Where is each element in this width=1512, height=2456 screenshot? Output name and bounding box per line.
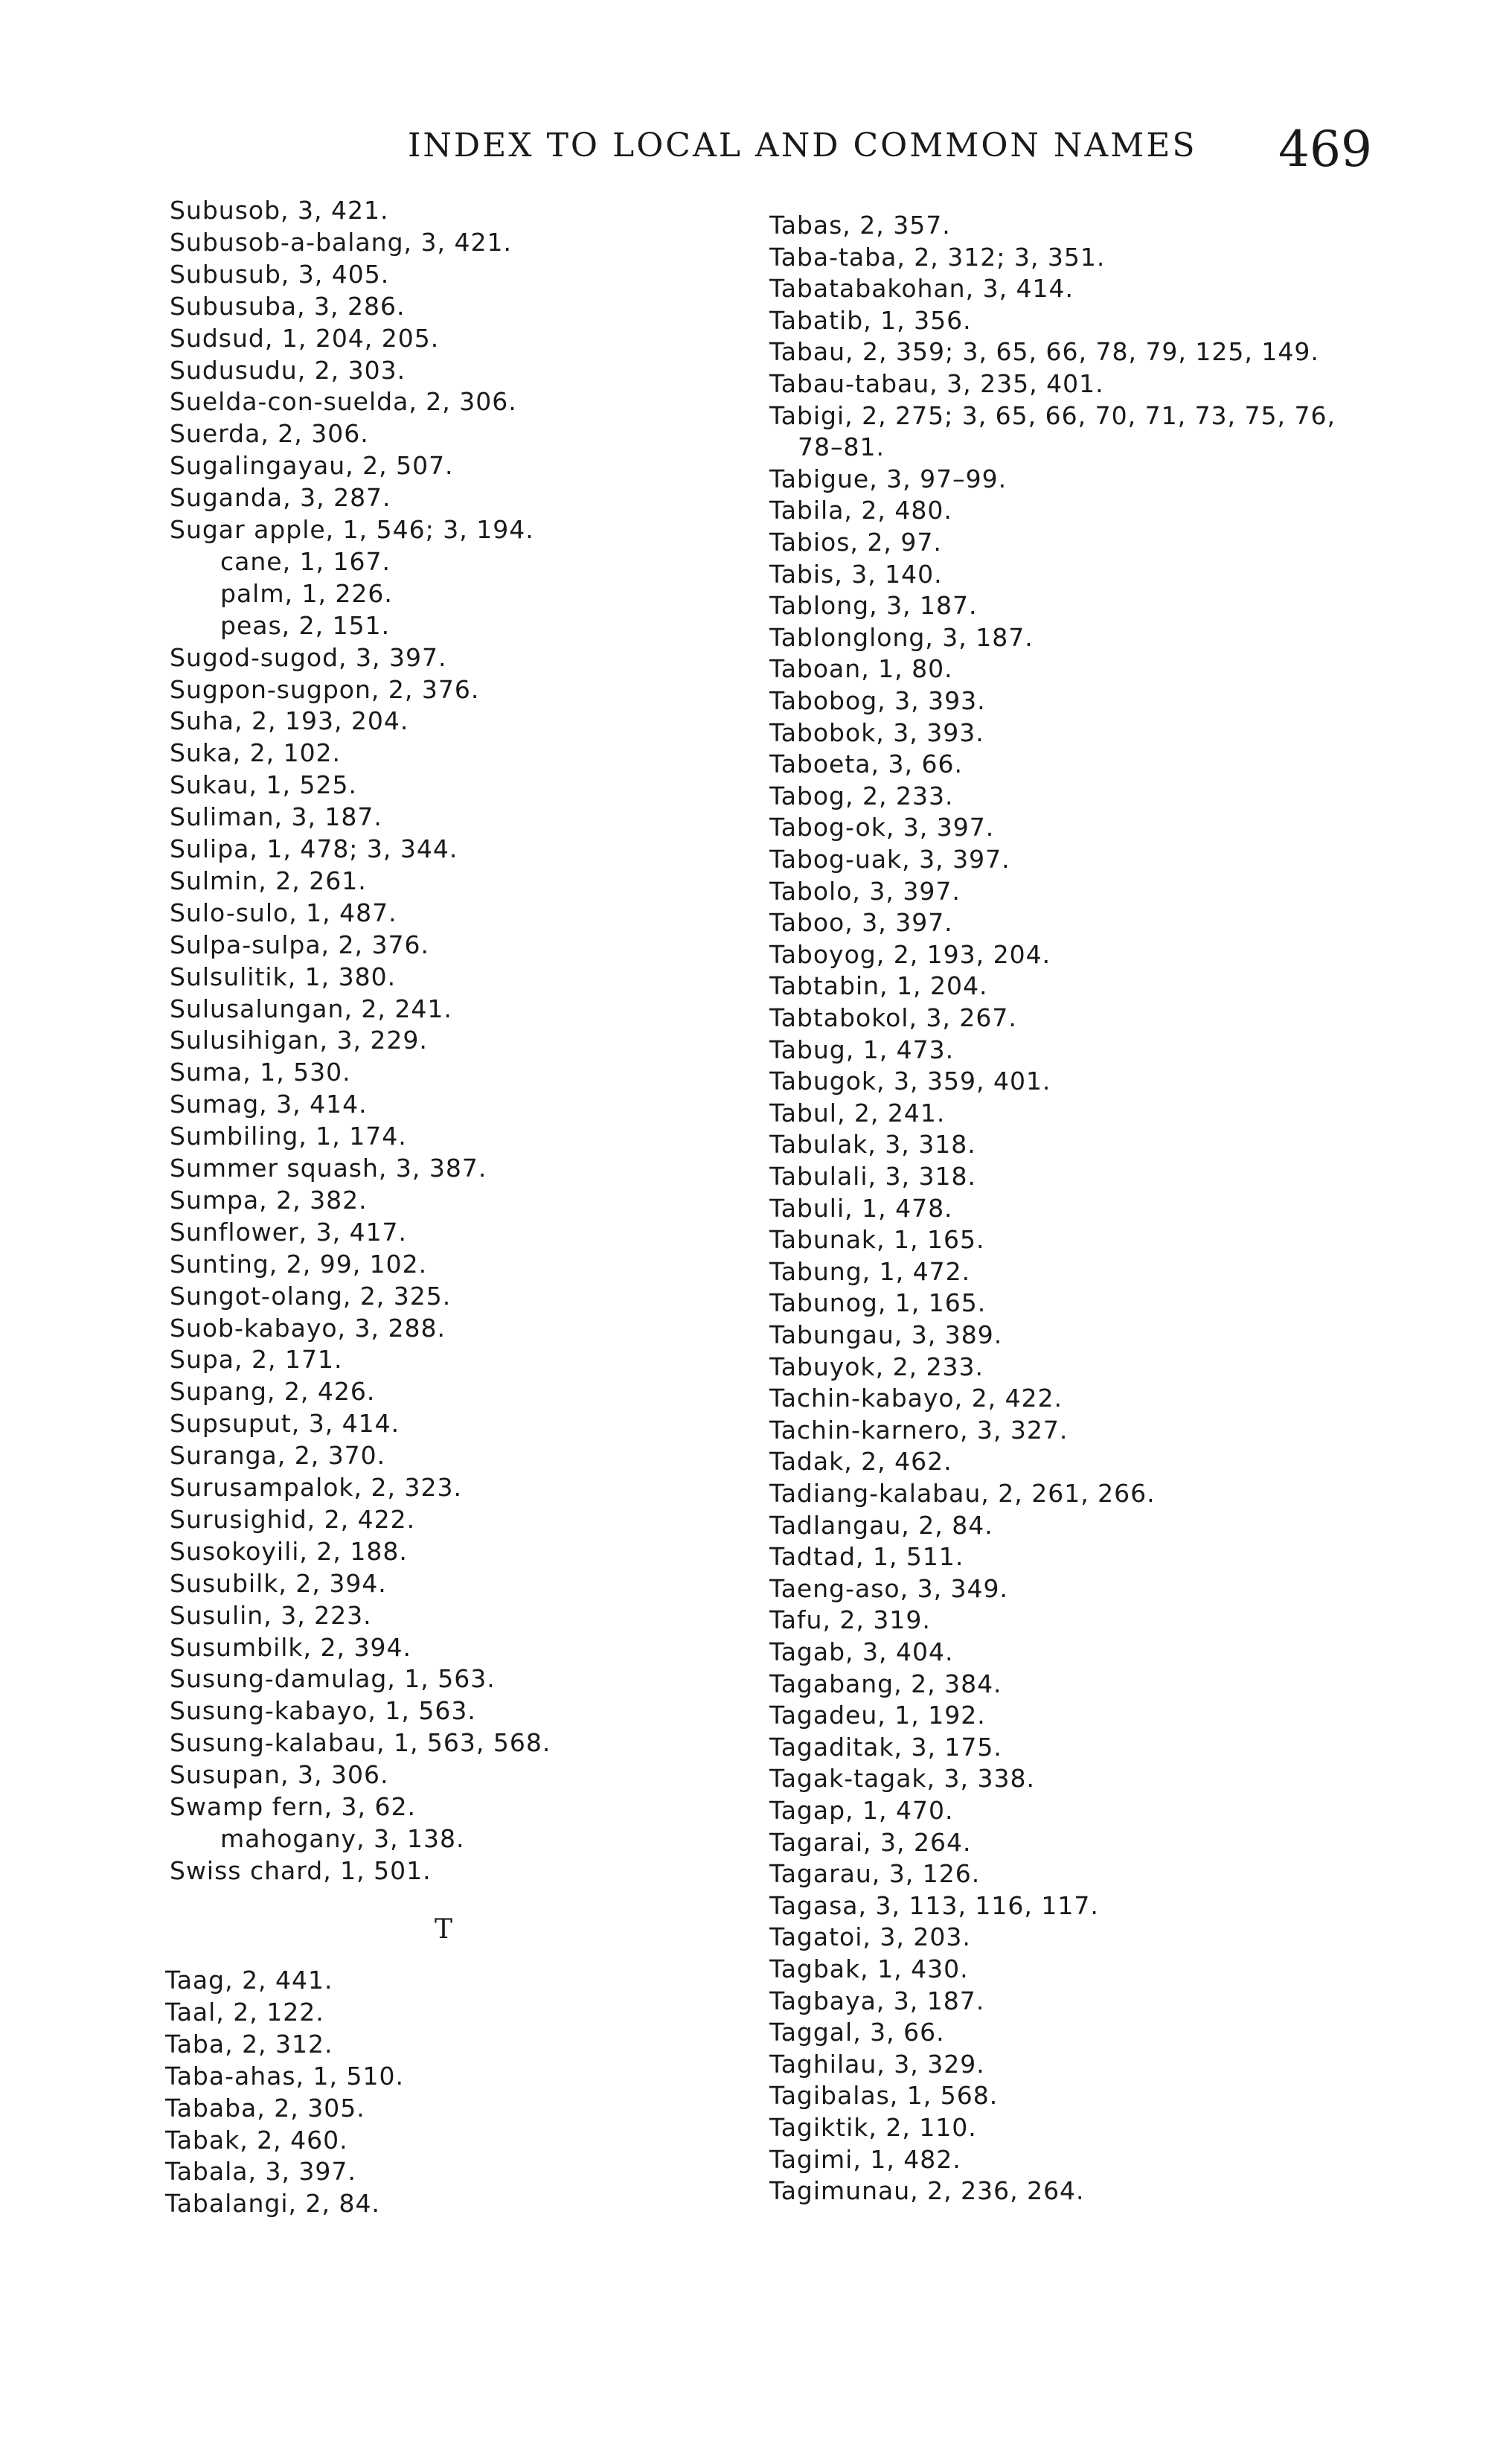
index-entry: 78–81. [798,432,885,462]
index-entry: Suganda, 3, 287. [170,483,391,513]
index-entry: Suliman, 3, 187. [170,802,382,832]
index-entry: Tabobok, 3, 393. [769,717,984,747]
index-entry: Sulpa-sulpa, 2, 376. [170,930,429,959]
index-entry: Swiss chard, 1, 501. [170,1855,432,1885]
page-header-title: INDEX TO LOCAL AND COMMON NAMES [408,127,1197,164]
index-entry: Sulo-sulo, 1, 487. [170,898,397,927]
index-entry: Sudsud, 1, 204, 205. [170,323,440,353]
index-entry: Supa, 2, 171. [170,1345,343,1375]
index-entry: Sugar apple, 1, 546; 3, 194. [170,515,534,544]
index-entry: Tablong, 3, 187. [769,591,978,621]
index-entry: Tabobog, 3, 393. [769,686,986,715]
index-entry: Tagatoi, 3, 203. [769,1922,971,1952]
index-entry: Susung-kalabau, 1, 563, 568. [170,1728,551,1758]
index-entry: Tabuyok, 2, 233. [769,1352,984,1381]
index-entry: Tabungau, 3, 389. [769,1320,1003,1349]
index-entry: Tabas, 2, 357. [769,211,951,240]
index-entry: Suelda-con-suelda, 2, 306. [170,387,517,417]
index-entry: Sunting, 2, 99, 102. [170,1249,428,1279]
index-entry: Sulipa, 1, 478; 3, 344. [170,834,458,863]
index-entry: Suranga, 2, 370. [170,1441,386,1471]
index-entry: Sulsulitik, 1, 380. [170,962,397,991]
index-entry: Tagasa, 3, 113, 116, 117. [769,1890,1099,1920]
index-entry: Susumbilk, 2, 394. [170,1632,411,1662]
index-entry: Sumpa, 2, 382. [170,1185,368,1215]
index-entry: Taba-ahas, 1, 510. [165,2061,404,2091]
index-entry: Suha, 2, 193, 204. [170,706,409,736]
index-entry: Tabila, 2, 480. [769,496,952,525]
index-entry: mahogany, 3, 138. [220,1823,465,1853]
index-entry: Tagap, 1, 470. [769,1796,954,1825]
index-entry: Tabis, 3, 140. [769,559,943,589]
index-entry: Summer squash, 3, 387. [170,1154,487,1183]
index-entry: Tabul, 2, 241. [769,1098,946,1128]
index-entry: Sugalingayau, 2, 507. [170,451,454,481]
index-entry: Tafu, 2, 319. [769,1605,931,1635]
index-entry: Susung-damulag, 1, 563. [170,1664,496,1694]
index-entry: Sukau, 1, 525. [170,770,357,800]
index-entry: Tagarai, 3, 264. [769,1827,972,1857]
index-entry: Tagbaya, 3, 187. [769,1986,985,2015]
index-entry: Tabak, 2, 460. [165,2125,348,2155]
index-entry: Supsuput, 3, 414. [170,1409,400,1439]
index-entry: Tabug, 1, 473. [769,1034,955,1064]
index-entry: Subusob, 3, 421. [170,196,389,225]
index-entry: Susung-kabayo, 1, 563. [170,1696,476,1726]
index-entry: Tabtabokol, 3, 267. [769,1003,1017,1032]
index-entry: Tagabang, 2, 384. [769,1669,1002,1698]
letter-heading-t: T [435,1914,453,1945]
index-entry: Taeng-aso, 3, 349. [769,1573,1009,1603]
index-entry: Taba, 2, 312. [165,2029,333,2059]
index-entry: Tabunog, 1, 165. [769,1288,987,1318]
index-entry: Taboan, 1, 80. [769,654,953,684]
index-entry: Susupan, 3, 306. [170,1760,389,1790]
index-entry: Suerda, 2, 306. [170,419,369,449]
index-entry: Tabau, 2, 359; 3, 65, 66, 78, 79, 125, 149. [769,337,1319,367]
index-entry: Swamp fern, 3, 62. [170,1792,417,1821]
index-entry: Tababa, 2, 305. [165,2093,365,2123]
index-entry: Sumbiling, 1, 174. [170,1122,407,1151]
index-entry: Taboyog, 2, 193, 204. [769,939,1051,969]
index-entry: palm, 1, 226. [220,578,393,608]
index-entry: Suka, 2, 102. [170,738,342,768]
index-entry: Sugod-sugod, 3, 397. [170,642,447,672]
index-entry: Tabala, 3, 397. [165,2157,356,2187]
index-entry: Taag, 2, 441. [165,1966,333,1995]
index-entry: Surusighid, 2, 422. [170,1504,416,1534]
index-entry: Tabugok, 3, 359, 401. [769,1066,1051,1096]
index-entry: Tagiktik, 2, 110. [769,2113,977,2142]
index-entry: Susokoyili, 2, 188. [170,1536,408,1566]
index-entry: Sulusihigan, 3, 229. [170,1026,428,1055]
index-entry: Sugpon-sugpon, 2, 376. [170,674,480,704]
index-entry: Tabigue, 3, 97–99. [769,464,1008,493]
index-entry: Taal, 2, 122. [165,1997,324,2027]
index-entry: Tabolo, 3, 397. [769,876,961,906]
index-entry: Tabog-ok, 3, 397. [769,813,995,842]
index-entry: Tadlangau, 2, 84. [769,1510,993,1540]
index-entry: Taboo, 3, 397. [769,908,953,938]
index-entry: Tabung, 1, 472. [769,1256,971,1286]
index-entry: Tagbak, 1, 430. [769,1954,969,1983]
index-entry: Sunflower, 3, 417. [170,1217,408,1247]
index-entry: Tabatabakohan, 3, 414. [769,274,1074,304]
index-entry: Taboeta, 3, 66. [769,749,963,779]
index-entry: Supang, 2, 426. [170,1377,376,1407]
index-entry: Susubilk, 2, 394. [170,1568,387,1598]
index-entry: Tabunak, 1, 165. [769,1225,985,1255]
index-entry: Tagimunau, 2, 236, 264. [769,2176,1085,2206]
index-entry: Subusub, 3, 405. [170,259,390,289]
index-entry: Subusuba, 3, 286. [170,291,406,321]
index-entry: Tabulali, 3, 318. [769,1162,976,1191]
index-entry: Susulin, 3, 223. [170,1600,372,1630]
index-entry: Tagak-tagak, 3, 338. [769,1764,1035,1794]
index-entry: Sulmin, 2, 261. [170,866,367,895]
index-entry: Tachin-kabayo, 2, 422. [769,1384,1063,1413]
index-entry: Tabios, 2, 97. [769,528,942,557]
index-entry: Sudusudu, 2, 303. [170,355,406,385]
index-entry: Taggal, 3, 66. [769,2018,945,2047]
index-entry: Tabatib, 1, 356. [769,305,972,335]
index-entry: Tagarau, 3, 126. [769,1859,981,1889]
index-entry: Tachin-karnero, 3, 327. [769,1415,1069,1445]
index-entry: Tabigi, 2, 275; 3, 65, 66, 70, 71, 73, 75, 76, [769,400,1336,430]
index-entry: Tadak, 2, 462. [769,1447,952,1477]
index-entry: Sumag, 3, 414. [170,1090,368,1119]
index-entry: Tagaditak, 3, 175. [769,1732,1002,1762]
index-entry: Suma, 1, 530. [170,1058,351,1087]
index-entry: peas, 2, 151. [220,610,391,640]
index-entry: Sungot-olang, 2, 325. [170,1281,452,1311]
index-entry: Tagimi, 1, 482. [769,2144,961,2174]
index-entry: Tabog, 2, 233. [769,781,954,810]
index-entry: Tabog-uak, 3, 397. [769,845,1010,874]
index-entry: cane, 1, 167. [220,546,391,576]
index-entry: Subusob-a-balang, 3, 421. [170,227,512,257]
page-number: 469 [1278,121,1372,178]
index-entry: Tabtabin, 1, 204. [769,971,988,1001]
index-entry: Tagadeu, 1, 192. [769,1701,986,1730]
index-entry: Tagab, 3, 404. [769,1637,954,1666]
index-entry: Suob-kabayo, 3, 288. [170,1313,446,1343]
index-entry: Tabulak, 3, 318. [769,1130,976,1160]
index-entry: Tadtad, 1, 511. [769,1542,964,1572]
index-entry: Tagibalas, 1, 568. [769,2081,999,2111]
index-entry: Tabau-tabau, 3, 235, 401. [769,369,1104,398]
index-entry: Tabalangi, 2, 84. [165,2189,380,2219]
index-entry: Sulusalungan, 2, 241. [170,994,452,1023]
index-entry: Tabuli, 1, 478. [769,1193,953,1223]
index-entry: Taba-taba, 2, 312; 3, 351. [769,242,1106,272]
index-entry: Taghilau, 3, 329. [769,2049,985,2079]
index-entry: Surusampalok, 2, 323. [170,1473,462,1502]
index-entry: Tablonglong, 3, 187. [769,622,1034,652]
index-entry: Tadiang-kalabau, 2, 261, 266. [769,1479,1156,1508]
